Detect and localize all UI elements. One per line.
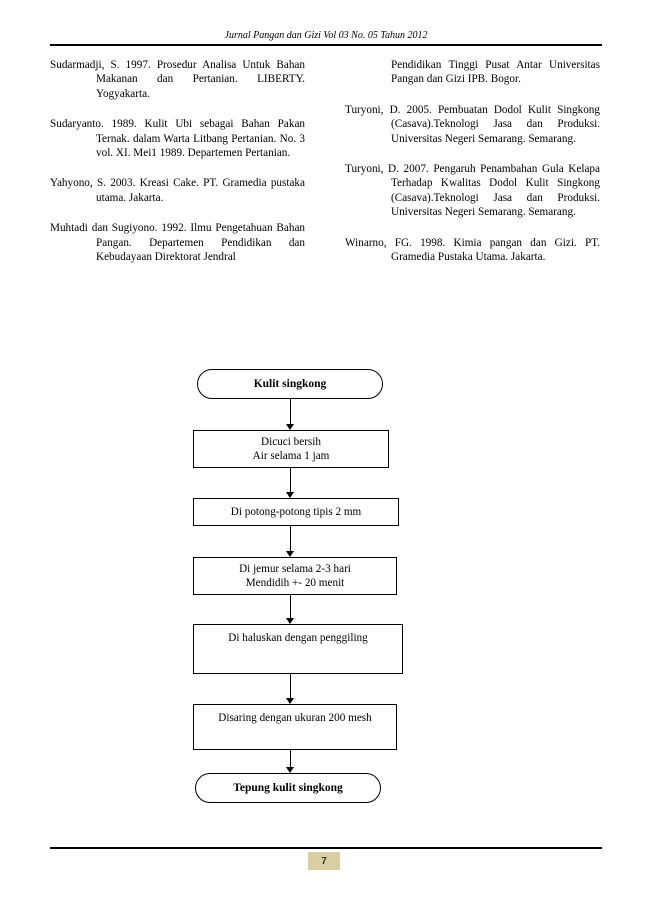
flow-connector xyxy=(290,468,291,492)
flow-step-grind xyxy=(193,624,403,674)
reference-turyoni-2005: Turyoni, D. 2005. Pembuatan Dodol Kulit Singkong (Casava).Teknologi Jasa dan Produksi. Universitas Negeri Semarang. Semarang. xyxy=(345,103,600,145)
flow-start-label: Kulit singkong xyxy=(253,378,327,390)
flow-connector xyxy=(290,750,291,767)
flow-step-sieve-label: Disaring dengan ukuran 200 mesh xyxy=(218,712,372,724)
reference-sudarmadji: Sudarmadji, S. 1997. Prosedur Analisa Untuk Bahan Makanan dan Pertanian. LIBERTY. Yogyakarta. xyxy=(50,59,305,100)
flow-step-dry xyxy=(193,557,397,595)
flow-step-sieve xyxy=(193,704,397,750)
flow-end-node xyxy=(195,773,381,803)
flow-step-wash-line2: Air selama 1 jam xyxy=(252,450,330,462)
flow-step-slice-label: Di potong-potong tipis 2 mm xyxy=(230,506,362,518)
flow-step-wash xyxy=(193,430,389,468)
reference-winarno: Winarno, FG. 1998. Kimia pangan dan Gizi. PT. Gramedia Pustaka Utama. Jakarta. xyxy=(345,236,600,264)
flow-connector xyxy=(290,399,291,424)
flow-step-wash-line1: Dicuci bersih xyxy=(261,436,321,448)
footer-divider xyxy=(50,847,602,849)
reference-sudaryanto: Sudaryanto. 1989. Kulit Ubi sebagai Bahan Pakan Ternak. dalam Warta Litbang Pertanian. No. 3 vol. XI. Mei1 1989. Departemen Pertanian. xyxy=(50,118,305,160)
flow-step-slice xyxy=(193,498,399,526)
reference-yahyono: Yahyono, S. 2003. Kreasi Cake. PT. Gramedia pustaka utama. Jakarta. xyxy=(50,177,305,204)
flow-end-label: Tepung kulit singkong xyxy=(233,782,343,794)
journal-header: Jurnal Pangan dan Gizi Vol 03 No. 05 Tahun 2012 xyxy=(224,30,428,41)
reference-turyoni-2007: Turyoni, D. 2007. Pengaruh Penambahan Gula Kelapa Terhadap Kwalitas Dodol Kulit Singkong (Casava).Teknologi Jasa dan Produksi. Universitas Negeri Semarang. Semarang. xyxy=(345,163,600,219)
flow-step-dry-line2: Mendidih +- 20 menit xyxy=(245,577,345,589)
reference-muhtadi: Muhtadi dan Sugiyono. 1992. Ilmu Pengetahuan Bahan Pangan. Departemen Pendidikan dan Kebudayaan Direktorat Jendral xyxy=(50,222,305,264)
reference-muhtadi-continued: Pendidikan Tinggi Pusat Antar Universitas Pangan dan Gizi IPB. Bogor. xyxy=(391,59,600,86)
page-number: 7 xyxy=(308,852,340,870)
flow-start-node xyxy=(197,369,383,399)
flow-connector xyxy=(290,595,291,618)
flow-connector xyxy=(290,674,291,698)
flow-step-grind-label: Di haluskan dengan penggiling xyxy=(228,632,368,644)
flow-connector xyxy=(290,526,291,551)
flow-step-dry-line1: Di jemur selama 2-3 hari xyxy=(239,563,351,575)
